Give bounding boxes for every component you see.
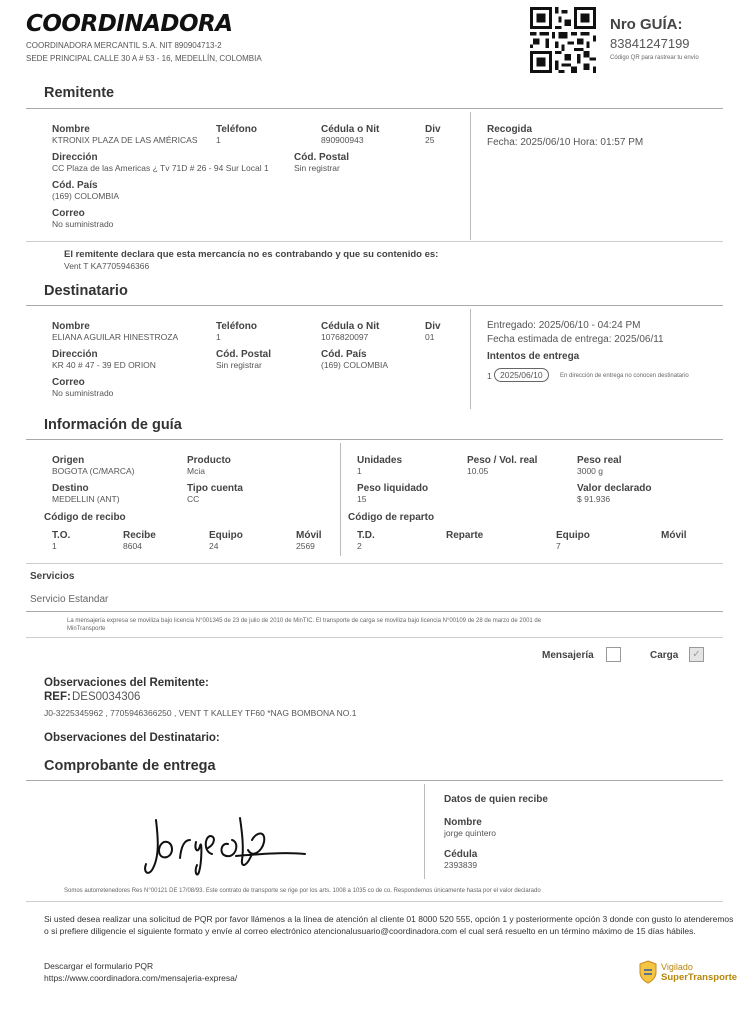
- remitente-telefono-label: Teléfono: [216, 124, 257, 135]
- destinatario-title: Destinatario: [44, 283, 128, 299]
- equipo-reparto-label: Equipo: [556, 530, 590, 541]
- destinatario-cod-postal-label: Cód. Postal: [216, 349, 272, 360]
- equipo-recibo-value: 24: [209, 541, 219, 551]
- company-line: COORDINADORA MERCANTIL S.A. NIT 890904713-2: [26, 41, 222, 50]
- peso-real-label: Peso real: [577, 455, 622, 466]
- remitente-direccion: CC Plaza de las Americas ¿ Tv 71D # 26 - 94 Sur Local 1: [52, 163, 269, 173]
- producto-value: Mcia: [187, 466, 205, 476]
- movil-reparto-label: Móvil: [661, 530, 687, 541]
- origen-label: Origen: [52, 455, 85, 466]
- descargar-link[interactable]: https://www.coordinadora.com/mensajeria-expresa/: [44, 973, 238, 983]
- carga-checkbox: ✓: [689, 647, 704, 662]
- producto-label: Producto: [187, 455, 231, 466]
- recibe-cedula-label: Cédula: [444, 849, 478, 860]
- intento-num: 1: [487, 371, 492, 381]
- guia-number: 83841247199: [610, 36, 690, 51]
- licencia-line-1: La mensajería expresa se moviliza bajo licencia N°001345 de 23 de julio de 2010 de MinTIC. El transporte de carga se moviliza bajo licencia N°00109 de 28 de marzo de 2001 de: [67, 618, 542, 624]
- remitente-div-label: Div: [425, 124, 441, 135]
- remitente-div: 25: [425, 135, 435, 145]
- equipo-recibo-label: Equipo: [209, 530, 243, 541]
- remitente-cod-postal: Sin registrar: [294, 163, 340, 173]
- codigo-recibo-title: Código de recibo: [44, 512, 126, 523]
- obs-remitente-title: Observaciones del Remitente:: [44, 677, 209, 689]
- destinatario-cedula-label: Cédula o Nit: [321, 321, 380, 332]
- remitente-cod-pais: (169) COLOMBIA: [52, 191, 120, 201]
- to-label: T.O.: [52, 530, 71, 541]
- destinatario-telefono: 1: [216, 332, 221, 342]
- recibe-label: Recibe: [123, 530, 156, 541]
- codigo-reparto-title: Código de reparto: [348, 512, 435, 523]
- remitente-cedula: 890900943: [321, 135, 364, 145]
- fecha-estimada: Fecha estimada de entrega: 2025/06/11: [487, 334, 664, 345]
- remitente-cod-pais-label: Cód. País: [52, 180, 98, 191]
- obs-destinatario-title: Observaciones del Destinatario:: [44, 732, 220, 744]
- valor-declarado-label: Valor declarado: [577, 483, 652, 494]
- unidades-label: Unidades: [357, 455, 403, 466]
- licencia-line-2: MinTransporte: [67, 626, 106, 632]
- movil-recibo-label: Móvil: [296, 530, 322, 541]
- destinatario-direccion-label: Dirección: [52, 349, 98, 360]
- destinatario-direccion: KR 40 # 47 - 39 ED ORION: [52, 360, 156, 370]
- entregado-value: Entregado: 2025/06/10 - 04:24 PM: [487, 320, 641, 331]
- destinatario-cod-postal: Sin registrar: [216, 360, 262, 370]
- mensajeria-label: Mensajería: [542, 650, 594, 661]
- address-line: SEDE PRINCIPAL CALLE 30 A # 53 - 16, MEDELLÍN, COLOMBIA: [26, 54, 262, 63]
- descargar-label: Descargar el formulario PQR: [44, 961, 154, 971]
- destino-label: Destino: [52, 483, 89, 494]
- carga-label: Carga: [650, 650, 679, 661]
- destinatario-correo: No suministrado: [52, 388, 114, 398]
- remitente-correo: No suministrado: [52, 219, 114, 229]
- qr-caption: Código QR para rastrear tu envío: [610, 55, 699, 61]
- recibe-nombre-label: Nombre: [444, 817, 482, 828]
- destinatario-nombre-label: Nombre: [52, 321, 90, 332]
- remitente-cod-postal-label: Cód. Postal: [294, 152, 350, 163]
- guia-title: Información de guía: [44, 417, 182, 433]
- origen-value: BOGOTA (C/MARCA): [52, 466, 135, 476]
- tipo-cuenta-value: CC: [187, 494, 200, 504]
- recibe-value: 8604: [123, 541, 142, 551]
- recogida-value: Fecha: 2025/06/10 Hora: 01:57 PM: [487, 137, 644, 148]
- valor-declarado-value: $ 91.936: [577, 494, 611, 504]
- remitente-direccion-label: Dirección: [52, 152, 98, 163]
- ref-label: REF:: [44, 691, 71, 703]
- vigilado-line-1: Vigilado: [661, 962, 693, 972]
- equipo-reparto-value: 7: [556, 541, 561, 551]
- remitente-cedula-label: Cédula o Nit: [321, 124, 380, 135]
- destinatario-cod-pais-label: Cód. País: [321, 349, 367, 360]
- intentos-label: Intentos de entrega: [487, 351, 580, 362]
- comprobante-title: Comprobante de entrega: [44, 758, 216, 774]
- intento-nota: En dirección de entrega no conocen destinatario: [560, 373, 689, 379]
- signature-image: [140, 802, 310, 880]
- destino-value: MEDELLIN (ANT): [52, 494, 120, 504]
- remitente-nombre-label: Nombre: [52, 124, 90, 135]
- supertransporte-shield-icon: [638, 960, 658, 984]
- ref-value: DES0034306: [72, 691, 141, 703]
- remitente-title: Remitente: [44, 85, 115, 101]
- destinatario-div-label: Div: [425, 321, 441, 332]
- movil-recibo-value: 2569: [296, 541, 315, 551]
- remitente-contenido: Vent T KA7705946366: [64, 261, 150, 271]
- remitente-nombre: KTRONIX PLAZA DE LAS AMÉRICAS: [52, 135, 198, 145]
- destinatario-correo-label: Correo: [52, 377, 85, 388]
- destinatario-cedula: 1076820097: [321, 332, 369, 342]
- reparte-label: Reparte: [446, 530, 484, 541]
- tipo-cuenta-label: Tipo cuenta: [187, 483, 243, 494]
- qr-code-icon: [530, 7, 596, 73]
- peso-liquidado-label: Peso liquidado: [357, 483, 429, 494]
- datos-quien-recibe-label: Datos de quien recibe: [444, 794, 548, 805]
- peso-liquidado-value: 15: [357, 494, 367, 504]
- td-label: T.D.: [357, 530, 375, 541]
- unidades-value: 1: [357, 466, 362, 476]
- peso-vol-label: Peso / Vol. real: [467, 455, 538, 466]
- recibe-cedula: 2393839: [444, 860, 478, 870]
- pqr-text: Si usted desea realizar una solicitud de PQR por favor llámenos a la línea de atención al cliente 01 8000 520 555, opción 1 y posteriormente opción 3 donde con gusto lo atenderemos o si prefiere diligencie el siguiente formato y envíe al correo electrónico atencionalusuario@coordinadora.com el cual será resuelto en un término máximo de 15 días hábiles.: [44, 914, 734, 936]
- td-value: 2: [357, 541, 362, 551]
- obs-remitente-text: J0-3225345962 , 7705946366250 , VENT T KALLEY TF60 *NAG BOMBONA NO.1: [44, 708, 357, 718]
- intento-fecha-badge: 2025/06/10: [494, 368, 549, 382]
- servicios-label: Servicios: [30, 571, 75, 582]
- recogida-label: Recogida: [487, 124, 533, 135]
- servicios-value: Servicio Estandar: [30, 594, 109, 605]
- retenedores-text: Somos autorretenedores Res N°00121 DE 17/08/93. Este contrato de transporte se rige por los arts. 1008 a 1035 co de co. Respondemos únicamente hasta por el valor declarado: [64, 888, 541, 894]
- mensajeria-checkbox: [606, 647, 621, 662]
- destinatario-div: 01: [425, 332, 435, 342]
- vigilado-line-2: SuperTransporte: [661, 972, 738, 983]
- peso-real-value: 3000 g: [577, 466, 603, 476]
- remitente-telefono: 1: [216, 135, 221, 145]
- destinatario-telefono-label: Teléfono: [216, 321, 257, 332]
- destinatario-cod-pais: (169) COLOMBIA: [321, 360, 389, 370]
- to-value: 1: [52, 541, 57, 551]
- destinatario-nombre: ELIANA AGUILAR HINESTROZA: [52, 332, 179, 342]
- remitente-declaracion: El remitente declara que esta mercancía no es contrabando y que su contenido es:: [64, 249, 439, 260]
- remitente-correo-label: Correo: [52, 208, 85, 219]
- peso-vol-value: 10.05: [467, 466, 489, 476]
- coordinadora-logo: COORDINADORA: [26, 11, 233, 37]
- guia-label: Nro GUÍA:: [610, 16, 683, 33]
- recibe-nombre: jorge quintero: [444, 828, 496, 838]
